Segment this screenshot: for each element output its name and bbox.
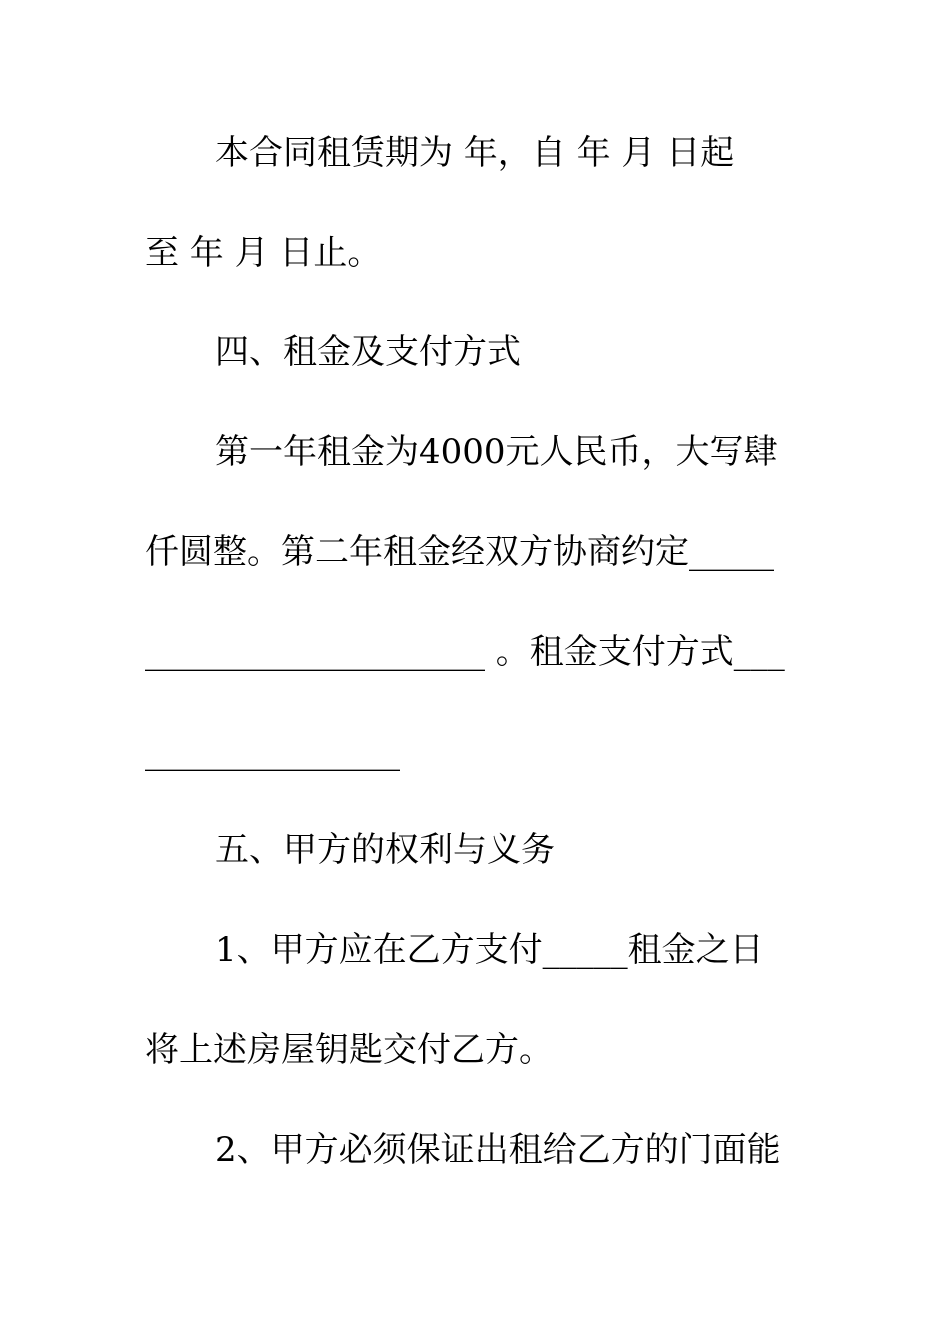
section-heading-rent: 四、租金及支付方式	[215, 332, 521, 372]
clause-1-cont: 将上述房屋钥匙交付乙方。	[145, 1030, 553, 1070]
paragraph-rent-amount-cont: 仟圆整。第二年租金经双方协商约定_____	[145, 532, 774, 572]
paragraph-lease-term: 本合同租赁期为 年，自 年 月 日起	[215, 133, 735, 173]
paragraph-rent-amount: 第一年租金为4000元人民币，大写肆	[215, 432, 778, 472]
clause-1: 1、甲方应在乙方支付_____租金之日	[215, 930, 764, 970]
paragraph-lease-term-cont: 至 年 月 日止。	[145, 233, 382, 273]
paragraph-payment-blank: _______________	[145, 732, 400, 772]
section-heading-party-a: 五、甲方的权利与义务	[215, 830, 555, 870]
clause-2: 2、甲方必须保证出租给乙方的门面能	[215, 1130, 781, 1170]
paragraph-payment-method: ____________________ 。租金支付方式___	[145, 632, 785, 672]
